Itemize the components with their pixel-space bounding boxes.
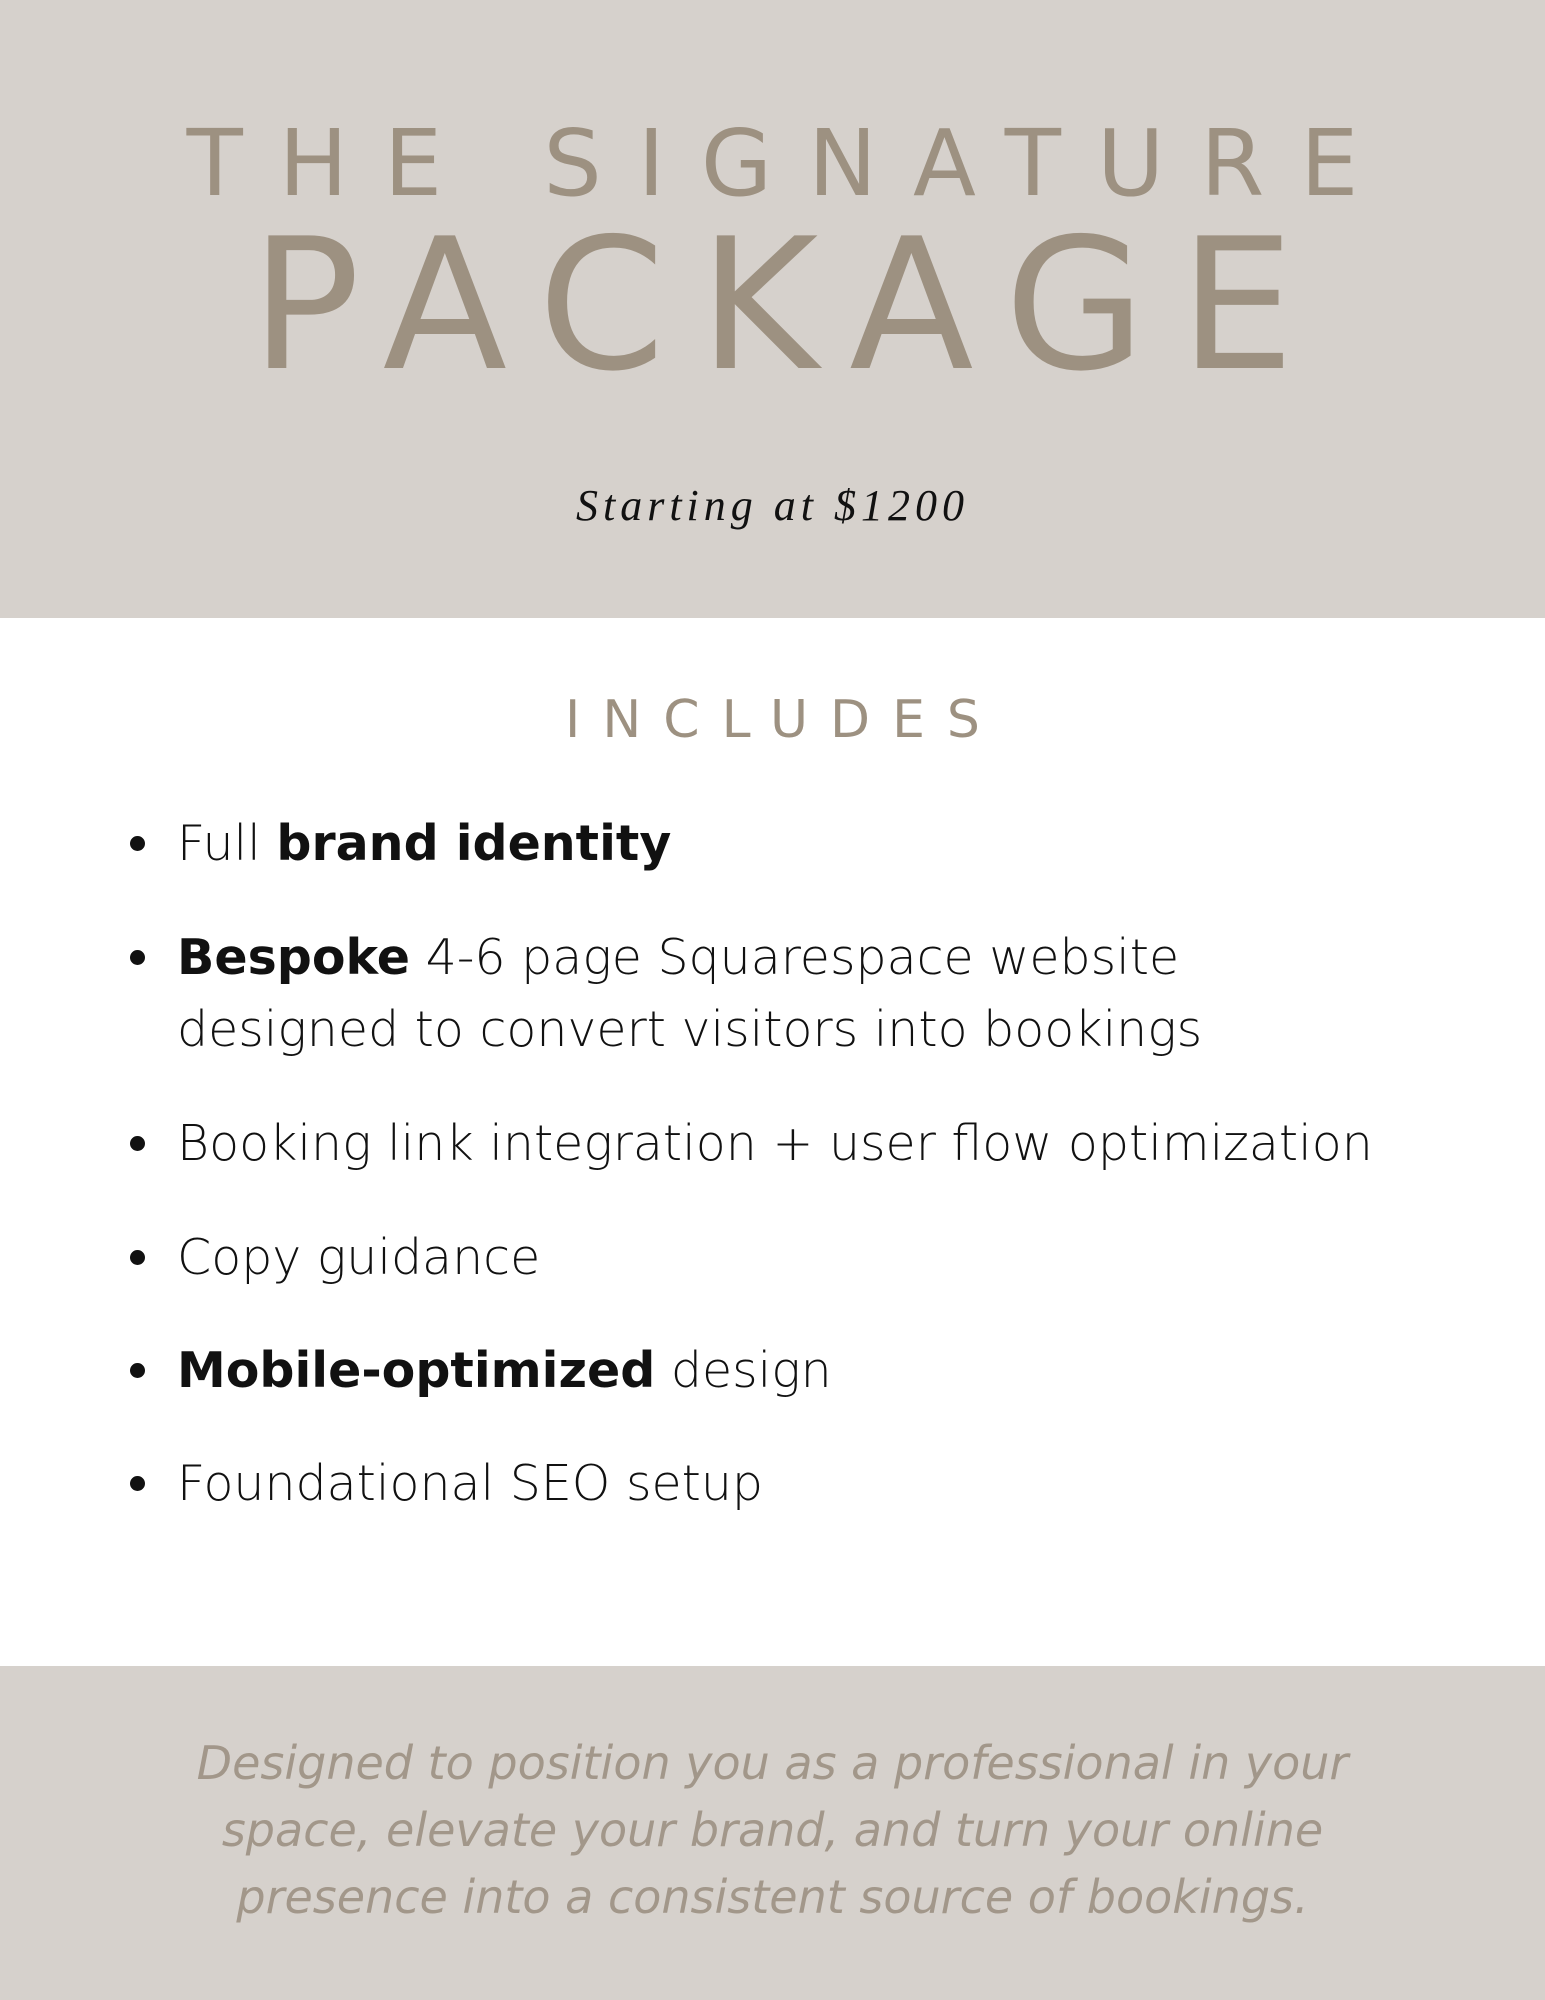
includes-heading: INCLUDES (565, 690, 1002, 750)
item-bold-text: Bespoke (177, 929, 410, 986)
item-text: Foundational SEO setup (177, 1455, 763, 1512)
item-bold-text: Mobile-optimized (177, 1342, 656, 1399)
price-label: Starting at $1200 (575, 481, 970, 530)
item-text: Booking link integration + user flow optimization (177, 1115, 1373, 1172)
item-text: Full (177, 815, 277, 872)
tagline (0, 1730, 1545, 1931)
bullet-icon (130, 1136, 145, 1151)
bullet-icon (130, 1363, 145, 1378)
bullet-icon (130, 950, 145, 965)
package-title-line1: THE SIGNATURE (186, 110, 1395, 217)
tagline-line: presence into a consistent source of bookings. (236, 1870, 1309, 1924)
item-text: design (655, 1342, 832, 1399)
item-bold-text: brand identity (276, 815, 672, 872)
item-text: Copy guidance (177, 1229, 541, 1286)
hero-band (0, 0, 1545, 618)
bullet-icon (130, 1250, 145, 1265)
package-title-line2: PACKAGE (250, 199, 1329, 411)
bullet-icon (130, 1476, 145, 1491)
footer-band (0, 1666, 1545, 2000)
item-text-line2: designed to convert visitors into bookings (177, 1001, 1203, 1058)
item-text: 4-6 page Squarespace website (410, 929, 1180, 986)
tagline-line: Designed to position you as a professional in your (196, 1736, 1349, 1790)
tagline-line: space, elevate your brand, and turn your online (221, 1803, 1324, 1857)
bullet-icon (130, 836, 145, 851)
